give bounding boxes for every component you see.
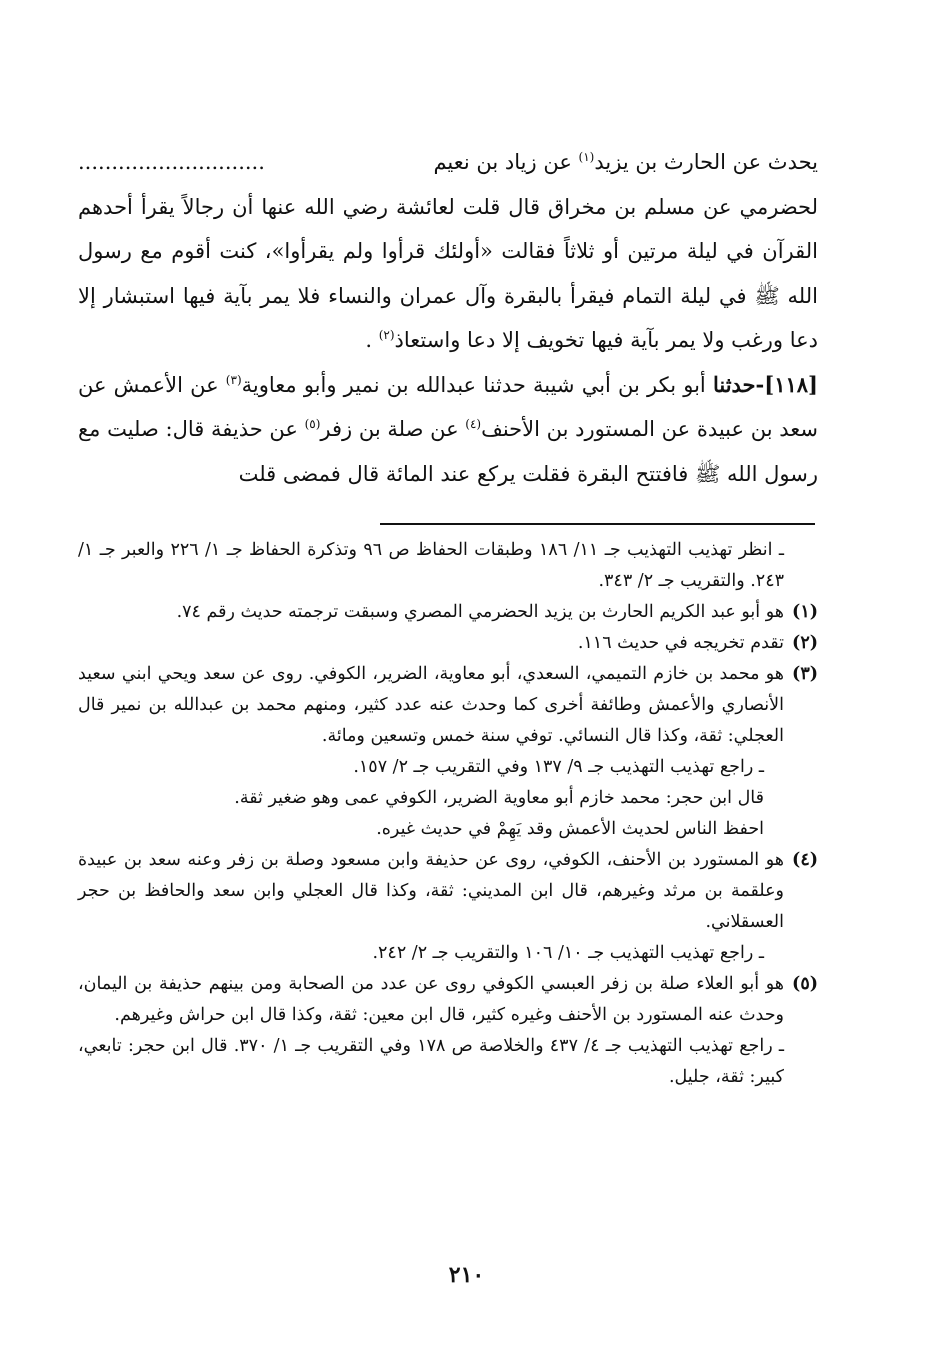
footnote-3-quote-2: احفظ الناس لحديث الأعمش وقد يَهِمْ في حديث غيره. bbox=[376, 819, 764, 839]
paragraph-118 bbox=[78, 363, 818, 497]
leader-dots: ............................ bbox=[78, 150, 265, 174]
footnote-1-text: هو أبو عبد الكريم الحارث بن يزيد الحضرمي المصري وسبقت ترجمته حديث رقم ٧٤. bbox=[176, 602, 784, 622]
main-line-1-text: يحدث عن الحارث بن يزيد bbox=[594, 150, 818, 174]
footnote-3-body bbox=[78, 659, 784, 845]
main-line-1 bbox=[78, 140, 818, 185]
matn-text: عن حذيفة قال: صليت مع رسول الله ﷺ فافتتح البقرة فقلت يركع عند المائة قال فمضى قلت bbox=[78, 417, 818, 486]
footnote-ref-1[interactable]: (١) bbox=[578, 150, 595, 164]
footnote-1 bbox=[78, 597, 818, 628]
footnotes bbox=[78, 535, 818, 1093]
footnote-ref-5[interactable]: (٥) bbox=[304, 417, 321, 431]
isnad-part-b: عن الأعمش عن سعد بن عبيدة عن المستورد بن الأحنف bbox=[78, 372, 818, 441]
main-line-1-rest: عن زياد بن نعيم bbox=[433, 150, 579, 174]
footnote-5-reference: ـ راجع تهذيب التهذيب جـ ٤/ ٤٣٧ والخلاصة ص ١٧٨ وفي التقريب جـ ١/ ٣٧٠. قال ابن حجر: تابعي، كبير: ثقة، جليل. bbox=[78, 1036, 784, 1087]
footnote-4-text: هو المستورد بن الأحنف، الكوفي، روى عن حذيفة وابن مسعود وصلة بن زفر وعنه سعد بن عبيدة وعلقمة بن مرثد وغيرهم، قال ابن المديني: ثقة، وكذا قال العجلي وابن سعد والحافظ بن حجر العسقلاني. bbox=[78, 850, 784, 932]
footnote-2 bbox=[78, 628, 818, 659]
page-number: ٢١٠ bbox=[448, 1262, 485, 1288]
hadith-number: [١١٨]-حدثنا bbox=[712, 371, 818, 397]
footnote-2-text: تقدم تخريجه في حديث ١١٦. bbox=[577, 633, 784, 653]
footnote-1-marker: (١) bbox=[792, 602, 818, 622]
footnote-4 bbox=[78, 845, 818, 969]
isnad-part-c: عن صلة بن زفر bbox=[320, 417, 466, 441]
footnote-ref-2[interactable]: (٢) bbox=[378, 328, 395, 342]
footnote-3-marker: (٣) bbox=[792, 664, 818, 684]
footnote-5-marker: (٥) bbox=[792, 974, 818, 994]
footnote-previous bbox=[78, 535, 818, 597]
footnote-3-text: هو محمد بن خازم التميمي، السعدي، أبو معاوية، الضرير، الكوفي. روى عن سعد ويحي ابني سعيد الأنصاري والأعمش وطائفة أخرى كما وحدث عنه عدد كثير، ومنهم محمد بن عبدالله بن نمير قال العجلي: ثقة، وكذا قال النسائي. توفي سنة خمس وتسعين ومائة. bbox=[78, 664, 785, 746]
footnote-3-quote-1: قال ابن حجر: محمد خازم أبو معاوية الضرير، الكوفي عمى وهو ضغير ثقة. bbox=[234, 788, 764, 808]
footnote-ref-3[interactable]: (٣) bbox=[225, 372, 242, 387]
footnote-5 bbox=[78, 969, 818, 1093]
footnote-3 bbox=[78, 659, 818, 845]
footnote-3-reference: ـ راجع تهذيب التهذيب جـ ٩/ ١٣٧ وفي التقريب جـ ٢/ ١٥٧. bbox=[353, 757, 764, 777]
footnote-5-body bbox=[78, 969, 784, 1093]
paragraph-117: لحضرمي عن مسلم بن مخراق قال قلت لعائشة رضي الله عنها أن رجالاً يقرأ أحدهم القرآن في ليلة مرتين أو ثلاثاً فقالت «أولئك قرأوا ولم يقرأوا»، كنت أقوم مع رسول الله ﷺ في ليلة التمام فيقرأ بالبقرة وآل عمران والنساء فلا يمر بآية فيها استبشار إلا دعا ورغب ولا يمر بآية فيها تخويف إلا دعا واستعاذ$^{(٢)}$ . bbox=[78, 194, 818, 352]
footnote-4-marker: (٤) bbox=[792, 850, 818, 870]
main-text bbox=[78, 140, 818, 496]
footnote-5-text: هو أبو العلاء صلة بن زفر العبسي الكوفي روى عن عدد من الصحابة ومن بينهم حذيفة بن اليمان، وحدث عنه المستورد بن الأحنف وغيره كثير، قال ابن معين: ثقة، وكذا قال ابن حراش وغيرهم. bbox=[78, 974, 784, 1025]
footnote-4-reference: ـ راجع تهذيب التهذيب جـ ١٠/ ١٠٦ والتقريب جـ ٢/ ٢٤٢. bbox=[372, 943, 764, 963]
footnote-divider bbox=[380, 523, 815, 525]
isnad-part-a: أبو بكر بن أبي شيبة حدثنا عبدالله بن نمير وأبو معاوية bbox=[241, 372, 713, 397]
footnote-ref-4[interactable]: (٤) bbox=[465, 417, 482, 431]
footnote-2-marker: (٢) bbox=[792, 633, 818, 653]
paragraph-117-text: لحضرمي عن مسلم بن مخراق قال قلت لعائشة رضي الله عنها أن رجالاً يقرأ أحدهم القرآن في ليلة مرتين أو ثلاثاً فقالت «أولئك قرأوا ولم يقرأوا»، كنت أقوم مع رسول الله ﷺ في ليلة التمام فيقرأ بالبقرة وآل عمران والنساء فلا يمر بآية فيها استبشار إلا دعا ورغب ولا يمر بآية فيها تخويف إلا دعا واستعاذ bbox=[78, 194, 818, 352]
footnote-4-body bbox=[78, 845, 784, 969]
footnote-previous-text: ـ انظر تهذيب التهذيب جـ ١١/ ١٨٦ وطبقات الحفاظ ص ٩٦ وتذكرة الحفاظ جـ ١/ ٢٢٦ والعبر جـ ١/ ٢٤٣. والتقريب جـ ٢/ ٣٤٣. bbox=[78, 540, 784, 591]
